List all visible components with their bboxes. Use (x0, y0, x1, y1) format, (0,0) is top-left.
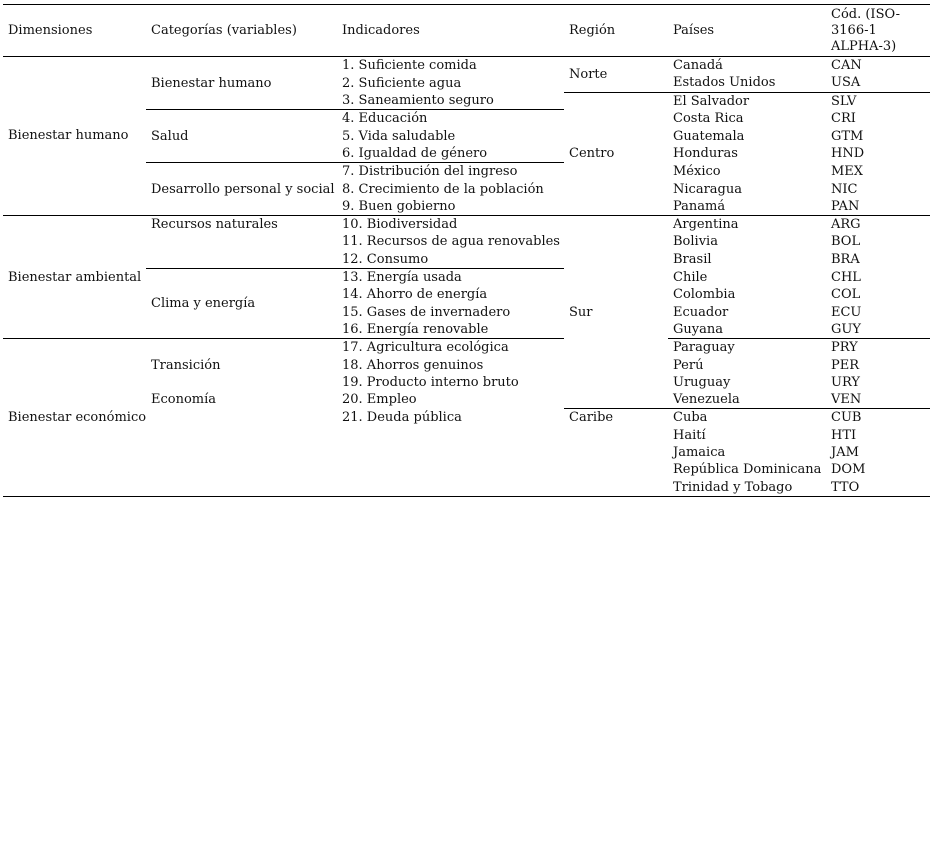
country-cell: Canadá (673, 58, 723, 73)
country-cell: Paraguay (668, 339, 826, 357)
header-region: Región (564, 5, 668, 57)
header-country: Países (668, 5, 826, 57)
category-cell: Salud (146, 110, 337, 163)
category-cell: Recursos naturales (146, 216, 337, 269)
table-row (3, 216, 930, 234)
code-cell: ARG (826, 216, 930, 234)
code-cell: TTO (826, 479, 930, 497)
country-cell: Jamaica (673, 445, 726, 461)
indicator-cell: 21. Deuda pública (337, 409, 564, 496)
indicator-cell: 8. Crecimiento de la población (342, 181, 544, 197)
code-cell: BOL (831, 234, 861, 250)
region-cell: Sur (564, 216, 668, 409)
code-cell: CAN (831, 58, 862, 73)
country-cell: Cuba (668, 409, 826, 427)
country-cell: Brasil (673, 252, 712, 268)
region-cell: Norte (569, 66, 608, 82)
category-cell: Clima y energía (146, 269, 337, 339)
country-cell: Nicaragua (673, 181, 742, 197)
code-cell: USA (831, 75, 861, 91)
country-cell: Guyana (673, 321, 723, 337)
header-code: Cód. (ISO-3166-1 ALPHA-3) (826, 5, 930, 57)
country-cell: Colombia (673, 287, 736, 303)
code-cell: DOM (831, 462, 866, 478)
country-cell: Venezuela (673, 392, 740, 408)
country-cell: Argentina (668, 216, 826, 234)
indicator-cell: 5. Vida saludable (342, 128, 456, 144)
country-cell: México (673, 164, 721, 180)
code-cell: MEX (831, 164, 864, 180)
indicator-cell: 11. Recursos de agua renovables (342, 234, 560, 250)
header-dimension: Dimensiones (3, 5, 146, 57)
code-cell: CRI (831, 111, 856, 127)
indicator-cell: 19. Producto interno bruto (342, 374, 519, 390)
indicator-cell: 17. Agricultura ecológica (337, 339, 564, 357)
indicator-cell: 16. Energía renovable (342, 321, 489, 337)
region-cell: Centro (564, 92, 668, 216)
indicator-cell: 15. Gases de invernadero (342, 304, 511, 320)
indicator-cell: 20. Empleo (342, 392, 417, 408)
country-cell: Haití (673, 427, 706, 443)
country-cell: El Salvador (668, 92, 826, 110)
code-cell: CUB (826, 409, 930, 427)
table-header-row (3, 5, 930, 57)
code-cell: ECU (831, 304, 862, 320)
indicators-table (3, 4, 930, 497)
code-cell: PRY (826, 339, 930, 357)
indicator-cell: 7. Distribución del ingreso (337, 163, 564, 181)
country-cell: Estados Unidos (673, 75, 776, 91)
country-cell: República Dominicana (673, 462, 822, 478)
region-cell: Caribe (564, 409, 668, 496)
dimension-cell: Bienestar ambiental (3, 216, 146, 339)
header-category: Categorías (variables) (146, 5, 337, 57)
code-cell: GUY (831, 321, 861, 337)
category-cell: Desarrollo personal y social (146, 163, 337, 216)
country-cell: Guatemala (673, 128, 745, 144)
indicator-cell: 10. Biodiversidad (337, 216, 564, 234)
indicator-cell: 3. Saneamiento seguro (342, 93, 494, 109)
indicator-cell: 13. Energía usada (337, 269, 564, 287)
code-cell: NIC (831, 181, 858, 197)
header-indicator: Indicadores (337, 5, 564, 57)
indicator-cell: 6. Igualdad de género (342, 145, 488, 161)
indicator-cell: 1. Suficiente comida (342, 58, 477, 73)
code-cell: PAN (831, 198, 860, 214)
country-cell: Chile (673, 269, 708, 285)
category-cell: Transición (146, 339, 337, 391)
indicator-cell: 4. Educación (337, 110, 564, 128)
code-cell: VEN (831, 392, 862, 408)
indicator-cell: 14. Ahorro de energía (342, 287, 488, 303)
indicator-cell: 9. Buen gobierno (342, 198, 456, 214)
country-cell: Ecuador (673, 304, 729, 320)
code-cell: URY (831, 374, 860, 390)
country-cell: Bolivia (673, 234, 718, 250)
code-cell: HTI (831, 427, 857, 443)
code-cell: GTM (831, 128, 864, 144)
code-cell: BRA (831, 252, 860, 268)
country-cell: Uruguay (673, 374, 731, 390)
table-row (3, 57, 930, 75)
indicator-cell: 12. Consumo (342, 251, 429, 267)
dimension-cell: Bienestar económico (3, 339, 146, 497)
code-cell: JAM (831, 445, 859, 461)
country-cell: Perú (673, 357, 704, 373)
dimension-cell: Bienestar humano (8, 128, 129, 144)
country-cell: Honduras (673, 146, 738, 162)
country-cell: Costa Rica (673, 111, 744, 127)
code-cell: HND (831, 146, 865, 162)
code-cell: COL (831, 287, 861, 303)
category-cell: Economía (146, 391, 337, 496)
country-cell: Panamá (673, 198, 726, 214)
code-cell: SLV (826, 92, 930, 110)
table-row (3, 339, 930, 357)
code-cell: CHL (831, 269, 861, 285)
document-page (3, 4, 930, 497)
indicator-cell: 18. Ahorros genuinos (342, 357, 484, 373)
country-cell: Trinidad y Tobago (668, 479, 826, 497)
indicator-cell: 2. Suficiente agua (342, 75, 462, 91)
category-cell: Bienestar humano (151, 75, 272, 91)
code-cell: PER (831, 357, 860, 373)
